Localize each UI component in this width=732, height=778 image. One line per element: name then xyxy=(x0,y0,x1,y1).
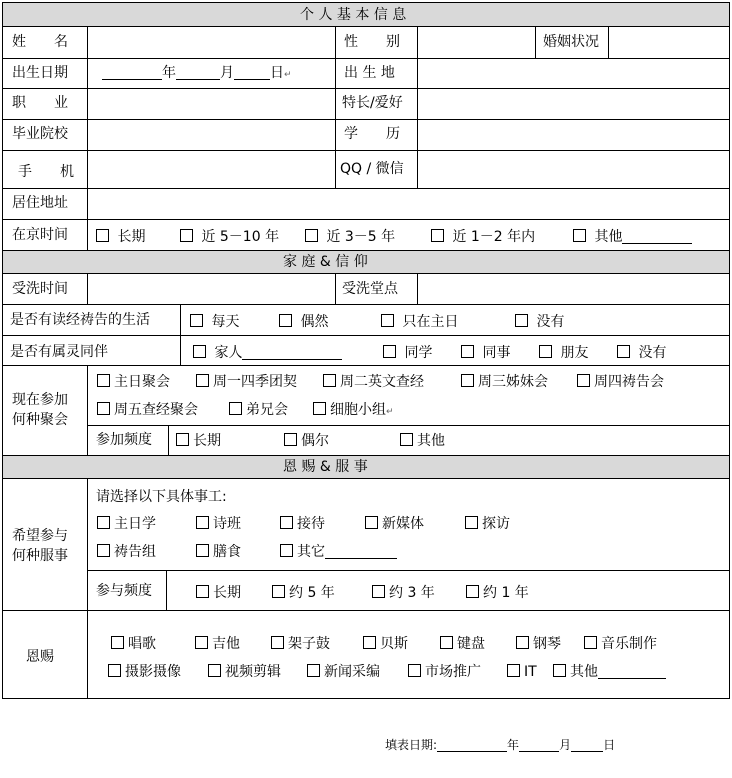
checkbox-icon[interactable] xyxy=(383,345,396,358)
checkbox-icon[interactable] xyxy=(305,229,318,242)
checkbox-icon[interactable] xyxy=(577,374,590,387)
checkbox-icon[interactable] xyxy=(313,402,326,415)
option-gift-guitar[interactable]: 吉他 xyxy=(195,635,240,653)
checkbox-icon[interactable] xyxy=(465,516,478,529)
gift-other-blank[interactable] xyxy=(598,664,666,679)
checkbox-icon[interactable] xyxy=(307,664,320,677)
checkbox-icon[interactable] xyxy=(431,229,444,242)
option-meeting-thursday[interactable]: 周四祷告会 xyxy=(577,373,664,391)
family-blank[interactable] xyxy=(242,345,342,360)
label-qq-wechat: QQ / 微信 xyxy=(340,161,404,177)
label-phone: 手 机 xyxy=(18,164,74,180)
option-gift-piano[interactable]: 钢琴 xyxy=(516,635,561,653)
checkbox-icon[interactable] xyxy=(196,374,209,387)
checkbox-icon[interactable] xyxy=(176,433,189,446)
checkbox-icon[interactable] xyxy=(279,314,292,327)
birth-month-blank[interactable] xyxy=(176,65,220,80)
section-title-service: 恩 赐 & 服 事 xyxy=(283,459,368,475)
fill-month-blank[interactable] xyxy=(519,737,559,752)
checkbox-icon[interactable] xyxy=(97,516,110,529)
option-service-freq-1y[interactable]: 约 1 年 xyxy=(466,584,529,602)
label-marital: 婚姻状况 xyxy=(543,34,599,50)
option-service-new-media[interactable]: 新媒体 xyxy=(365,515,424,533)
checkbox-icon[interactable] xyxy=(97,402,110,415)
section-title-basic: 个 人 基 本 信 息 xyxy=(300,7,407,23)
option-service-sunday-school[interactable]: 主日学 xyxy=(97,515,156,533)
option-gift-keyboard[interactable]: 键盘 xyxy=(440,635,485,653)
fill-day-blank[interactable] xyxy=(571,737,603,752)
option-meeting-friday[interactable]: 周五查经聚会 xyxy=(97,401,198,419)
label-meetings-line2: 何种聚会 xyxy=(12,412,68,428)
option-gift-photo-video[interactable]: 摄影摄像 xyxy=(108,663,181,681)
checkbox-icon[interactable] xyxy=(507,664,520,677)
option-partner-colleague[interactable]: 同事 xyxy=(461,344,510,362)
checkbox-icon[interactable] xyxy=(196,585,209,598)
checkbox-icon[interactable] xyxy=(363,636,376,649)
checkbox-icon[interactable] xyxy=(400,433,413,446)
option-devotion-daily[interactable]: 每天 xyxy=(190,313,239,331)
checkbox-icon[interactable] xyxy=(617,345,630,358)
checkbox-icon[interactable] xyxy=(381,314,394,327)
checkbox-icon[interactable] xyxy=(196,544,209,557)
hobby-field[interactable] xyxy=(420,90,726,117)
fill-day-unit: 日 xyxy=(603,738,616,752)
checkbox-icon[interactable] xyxy=(584,636,597,649)
marital-field[interactable] xyxy=(611,28,726,56)
option-service-visitation[interactable]: 探访 xyxy=(465,515,510,533)
option-partner-family[interactable]: 家人 xyxy=(193,344,342,362)
option-gift-news[interactable]: 新闻采编 xyxy=(307,663,380,681)
birth-year-blank[interactable] xyxy=(102,65,162,80)
school-field[interactable] xyxy=(90,121,333,148)
birth-date-field[interactable] xyxy=(102,64,292,84)
name-field[interactable] xyxy=(90,28,333,56)
checkbox-icon[interactable] xyxy=(280,544,293,557)
birth-day-unit: 日 xyxy=(270,65,284,81)
option-meeting-cell-group[interactable]: 细胞小组↵ xyxy=(313,401,394,421)
fill-year-blank[interactable] xyxy=(437,737,507,752)
birth-day-blank[interactable] xyxy=(234,65,270,80)
option-service-choir[interactable]: 诗班 xyxy=(196,515,241,533)
checkbox-icon[interactable] xyxy=(461,345,474,358)
option-gift-other[interactable]: 其他 xyxy=(553,663,666,681)
option-devotion-none[interactable]: 没有 xyxy=(515,313,564,331)
birthplace-field[interactable] xyxy=(420,60,726,86)
checkbox-icon[interactable] xyxy=(466,585,479,598)
job-field[interactable] xyxy=(90,90,333,117)
baptism-time-field[interactable] xyxy=(90,275,333,302)
label-gender: 性 别 xyxy=(344,34,400,50)
service-other-blank[interactable] xyxy=(325,544,397,559)
label-gifts: 恩赐 xyxy=(26,649,54,665)
label-job: 职 业 xyxy=(12,95,68,111)
checkbox-icon[interactable] xyxy=(573,229,586,242)
checkbox-icon[interactable] xyxy=(272,585,285,598)
phone-field[interactable] xyxy=(90,152,333,186)
option-service-prayer-team[interactable]: 祷告组 xyxy=(97,543,156,561)
qq-wechat-field[interactable] xyxy=(420,152,726,186)
checkbox-icon[interactable] xyxy=(96,229,109,242)
option-partner-classmate[interactable]: 同学 xyxy=(383,344,432,362)
checkbox-icon[interactable] xyxy=(515,314,528,327)
label-partner: 是否有属灵同伴 xyxy=(10,344,108,360)
checkbox-icon[interactable] xyxy=(553,664,566,677)
birth-month-unit: 月 xyxy=(220,65,234,81)
label-service-line2: 何种服事 xyxy=(12,548,68,564)
checkbox-icon[interactable] xyxy=(97,544,110,557)
checkbox-icon[interactable] xyxy=(196,516,209,529)
option-gift-drums[interactable]: 架子鼓 xyxy=(271,635,330,653)
other-blank[interactable] xyxy=(622,229,692,244)
education-field[interactable] xyxy=(420,121,726,148)
checkbox-icon[interactable] xyxy=(229,402,242,415)
option-in-beijing-long[interactable]: 长期 xyxy=(96,228,145,246)
option-service-freq-5y[interactable]: 约 5 年 xyxy=(272,584,335,602)
checkbox-icon[interactable] xyxy=(111,636,124,649)
label-birthplace: 出 生 地 xyxy=(344,65,395,81)
baptism-church-field[interactable] xyxy=(420,275,726,302)
option-gift-marketing[interactable]: 市场推广 xyxy=(408,663,481,681)
option-frequency-other[interactable]: 其他 xyxy=(400,432,445,450)
checkbox-icon[interactable] xyxy=(108,664,121,677)
option-service-reception[interactable]: 接待 xyxy=(280,515,325,533)
service-prompt: 请选择以下具体事工: xyxy=(96,489,227,505)
checkbox-icon[interactable] xyxy=(190,314,203,327)
option-service-meals[interactable]: 膳食 xyxy=(196,543,241,561)
checkbox-icon[interactable] xyxy=(180,229,193,242)
label-meeting-frequency: 参加频度 xyxy=(96,432,152,448)
option-devotion-occasional[interactable]: 偶然 xyxy=(279,313,328,331)
option-meeting-sunday[interactable]: 主日聚会 xyxy=(97,373,170,391)
option-meeting-tuesday[interactable]: 周二英文查经 xyxy=(323,373,424,391)
birth-year-unit: 年 xyxy=(162,65,176,81)
fill-year-unit: 年 xyxy=(507,738,520,752)
fill-date xyxy=(385,736,615,754)
option-meeting-brothers[interactable]: 弟兄会 xyxy=(229,401,288,419)
label-baptism-time: 受洗时间 xyxy=(12,281,68,297)
label-meetings-line1: 现在参加 xyxy=(12,392,68,408)
option-partner-friend[interactable]: 朋友 xyxy=(539,344,588,362)
fill-date-label: 填表日期: xyxy=(385,738,438,752)
checkbox-icon[interactable] xyxy=(208,664,221,677)
option-gift-music-production[interactable]: 音乐制作 xyxy=(584,635,657,653)
checkbox-icon[interactable] xyxy=(195,636,208,649)
checkbox-icon[interactable] xyxy=(97,374,110,387)
checkbox-icon[interactable] xyxy=(193,345,206,358)
section-title-family: 家 庭 & 信 仰 xyxy=(283,254,368,270)
checkbox-icon[interactable] xyxy=(280,516,293,529)
option-service-freq-long[interactable]: 长期 xyxy=(196,584,241,602)
address-field[interactable] xyxy=(90,190,726,217)
label-service-frequency: 参与频度 xyxy=(96,583,152,599)
option-gift-it[interactable]: IT xyxy=(507,663,537,681)
checkbox-icon[interactable] xyxy=(461,374,474,387)
option-gift-singing[interactable]: 唱歌 xyxy=(111,635,156,653)
option-meeting-monday[interactable]: 周一四季团契 xyxy=(196,373,297,391)
option-in-beijing-1-2[interactable]: 近 1－2 年内 xyxy=(431,228,535,246)
checkbox-icon[interactable] xyxy=(372,585,385,598)
option-in-beijing-3-5[interactable]: 近 3－5 年 xyxy=(305,228,395,246)
label-baptism-church: 受洗堂点 xyxy=(342,281,398,297)
fill-month-unit: 月 xyxy=(559,738,572,752)
return-mark-icon: ↵ xyxy=(284,70,292,80)
checkbox-icon[interactable] xyxy=(271,636,284,649)
checkbox-icon[interactable] xyxy=(516,636,529,649)
option-service-freq-3y[interactable]: 约 3 年 xyxy=(372,584,435,602)
option-in-beijing-5-10[interactable]: 近 5－10 年 xyxy=(180,228,279,246)
label-name: 姓 名 xyxy=(12,34,68,50)
checkbox-icon[interactable] xyxy=(539,345,552,358)
checkbox-icon[interactable] xyxy=(323,374,336,387)
checkbox-icon[interactable] xyxy=(408,664,421,677)
label-hobby: 特长/爱好 xyxy=(342,95,403,111)
checkbox-icon[interactable] xyxy=(365,516,378,529)
option-frequency-long[interactable]: 长期 xyxy=(176,432,221,450)
option-service-other[interactable]: 其它 xyxy=(280,543,397,561)
option-frequency-occasional[interactable]: 偶尔 xyxy=(284,432,329,450)
option-gift-bass[interactable]: 贝斯 xyxy=(363,635,408,653)
option-in-beijing-other[interactable]: 其他 xyxy=(573,228,692,246)
label-in-beijing: 在京时间 xyxy=(12,227,68,243)
label-service-line1: 希望参与 xyxy=(12,528,68,544)
option-partner-none[interactable]: 没有 xyxy=(617,344,666,362)
return-mark-icon: ↵ xyxy=(386,407,394,417)
label-devotion: 是否有读经祷告的生活 xyxy=(10,312,150,328)
option-meeting-wednesday[interactable]: 周三姊妹会 xyxy=(461,373,548,391)
option-devotion-sunday[interactable]: 只在主日 xyxy=(381,313,458,331)
option-gift-video-editing[interactable]: 视频剪辑 xyxy=(208,663,281,681)
checkbox-icon[interactable] xyxy=(440,636,453,649)
label-school: 毕业院校 xyxy=(12,126,68,142)
label-education: 学 历 xyxy=(344,126,400,142)
gender-field[interactable] xyxy=(420,28,532,56)
checkbox-icon[interactable] xyxy=(284,433,297,446)
label-address: 居住地址 xyxy=(12,195,68,211)
label-birth-date: 出生日期 xyxy=(12,65,68,81)
